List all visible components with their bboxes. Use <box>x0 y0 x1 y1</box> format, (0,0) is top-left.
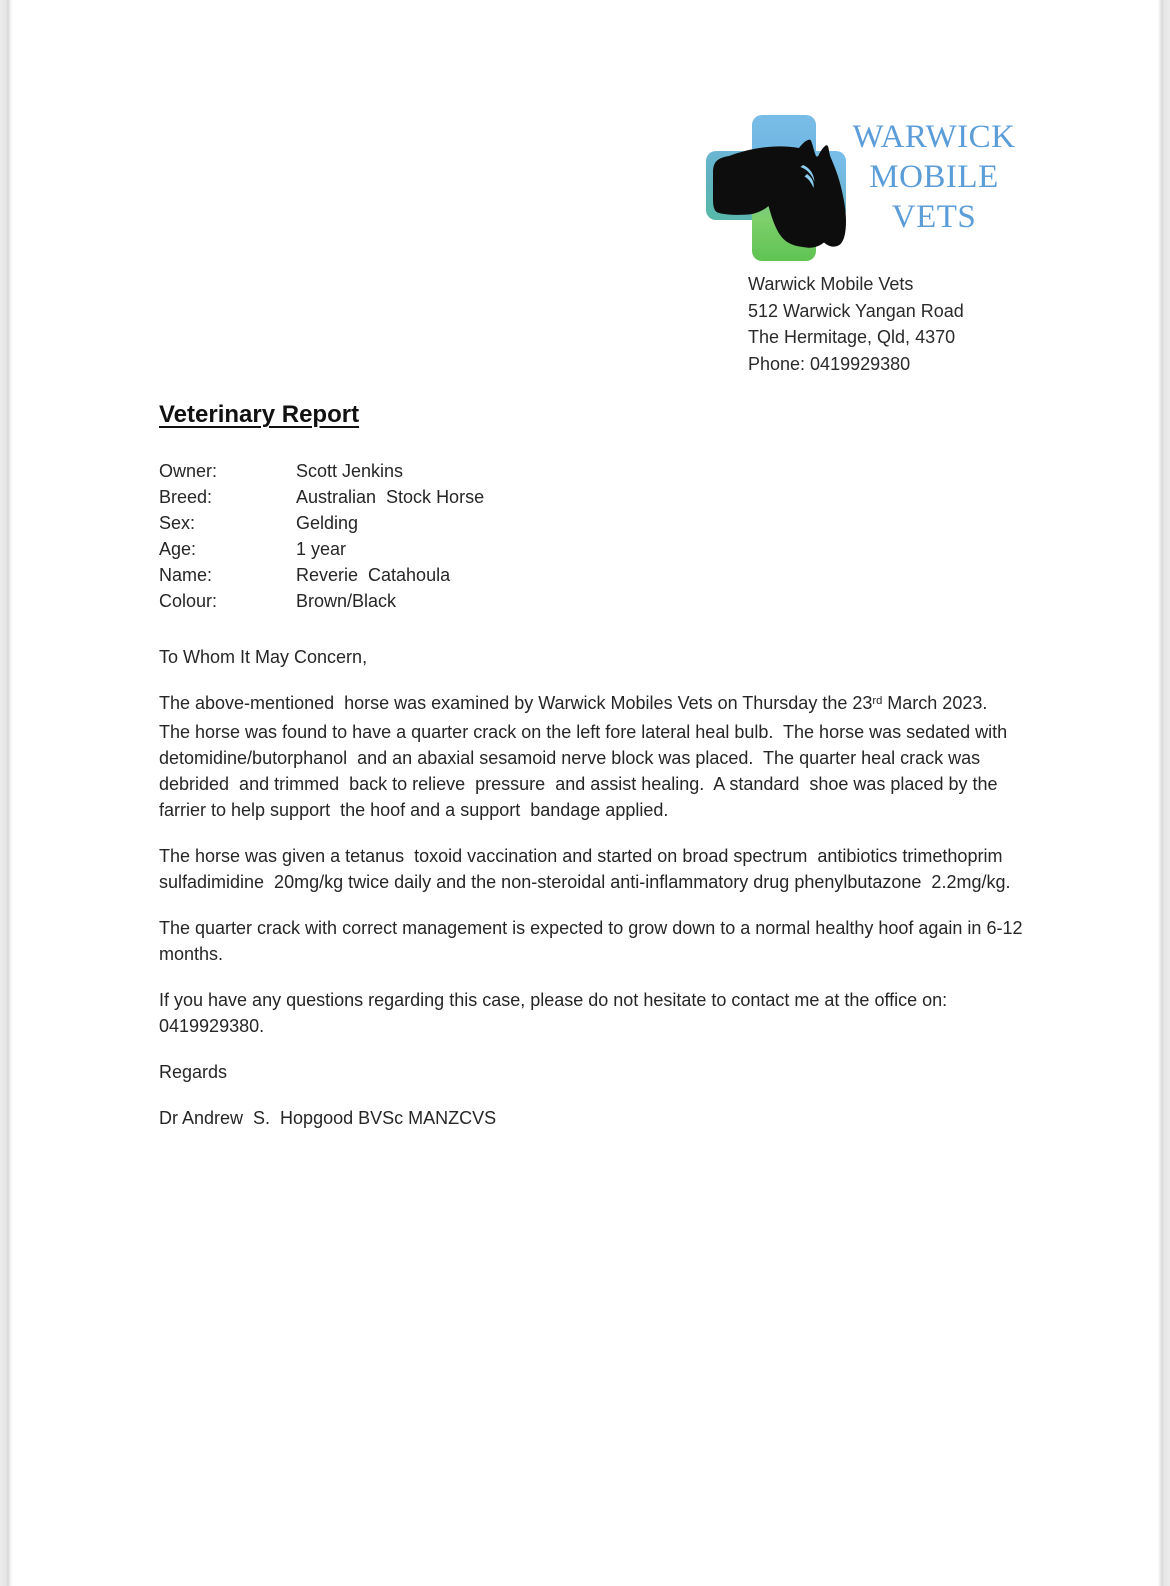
contact-phone: Phone: 0419929380 <box>748 353 911 374</box>
clinic-logo-icon <box>703 113 848 263</box>
signature: Dr Andrew S. Hopgood BVSc MANZCVS <box>159 1108 497 1128</box>
detail-row-name <box>159 562 1027 588</box>
detail-label: Age: <box>159 539 197 559</box>
contact-name: Warwick Mobile Vets <box>748 274 914 294</box>
paragraph-treatment: The horse was given a tetanus toxoid vaccination and started on broad spectrum antibiotics trimethoprim sulfadimidine 20mg/kg twice daily and the non-steroidal anti-inflammatory drug phenylbutazone 2.2mg/kg. <box>159 846 1013 892</box>
contact-city: The Hermitage, Qld, 4370 <box>748 327 956 347</box>
detail-label: Sex: <box>159 513 196 533</box>
detail-value: Scott Jenkins <box>296 461 404 481</box>
detail-label: Colour: <box>159 591 218 611</box>
detail-row-colour <box>159 588 1027 614</box>
salutation: To Whom It May Concern, <box>159 647 368 667</box>
detail-label: Name: <box>159 565 213 585</box>
horse-head-icon <box>713 140 846 248</box>
paragraph-examination-text: March 2023. The horse was found to have a quarter crack on the left fore lateral heal bulb. The horse was sedated with detomidine/butorphanol and an abaxial sesamoid nerve block was placed. The quarter heal crack was debrided and trimmed back to relieve pressure and assist healing. A standard shoe was placed by the farrier to help support the hoof and a support bandage applied. <box>159 693 1013 820</box>
closing: Regards <box>159 1062 228 1082</box>
detail-value: Gelding <box>296 513 359 533</box>
detail-label: Owner: <box>159 461 218 481</box>
patient-details <box>159 458 1027 614</box>
detail-value: Brown/Black <box>296 591 397 611</box>
wordmark-line: WARWICK <box>852 119 1016 155</box>
paragraph-examination-text: The above-mentioned horse was examined by Warwick Mobiles Vets on Thursday the 23 <box>159 693 873 713</box>
paragraph-prognosis: The quarter crack with correct management is expected to grow down to a normal healthy hoof again in 6-12 months. <box>159 918 1028 964</box>
detail-row-age <box>159 536 1027 562</box>
paragraph-contact: If you have any questions regarding this case, please do not hesitate to contact me at the office on: 0419929380. <box>159 990 953 1036</box>
wordmark-line: MOBILE <box>869 159 999 195</box>
detail-value: Australian Stock Horse <box>296 487 485 507</box>
ordinal-superscript: rd <box>872 694 883 707</box>
clinic-wordmark <box>839 117 1029 237</box>
wordmark-line: VETS <box>891 199 977 235</box>
paragraph-examination <box>159 690 1027 823</box>
detail-row-sex <box>159 510 1027 536</box>
letter-body <box>159 400 1027 1131</box>
letter-page <box>13 0 1157 1586</box>
detail-value: 1 year <box>296 539 347 559</box>
detail-row-owner <box>159 458 1027 484</box>
viewer-right-gutter <box>1157 0 1170 1586</box>
clinic-contact-block <box>748 271 964 377</box>
contact-street: 512 Warwick Yangan Road <box>748 300 964 321</box>
detail-label: Breed: <box>159 487 213 507</box>
viewer-left-gutter <box>0 0 13 1586</box>
page-title: Veterinary Report <box>159 401 360 428</box>
detail-value: Reverie Catahoula <box>296 565 451 585</box>
detail-row-breed <box>159 484 1027 510</box>
